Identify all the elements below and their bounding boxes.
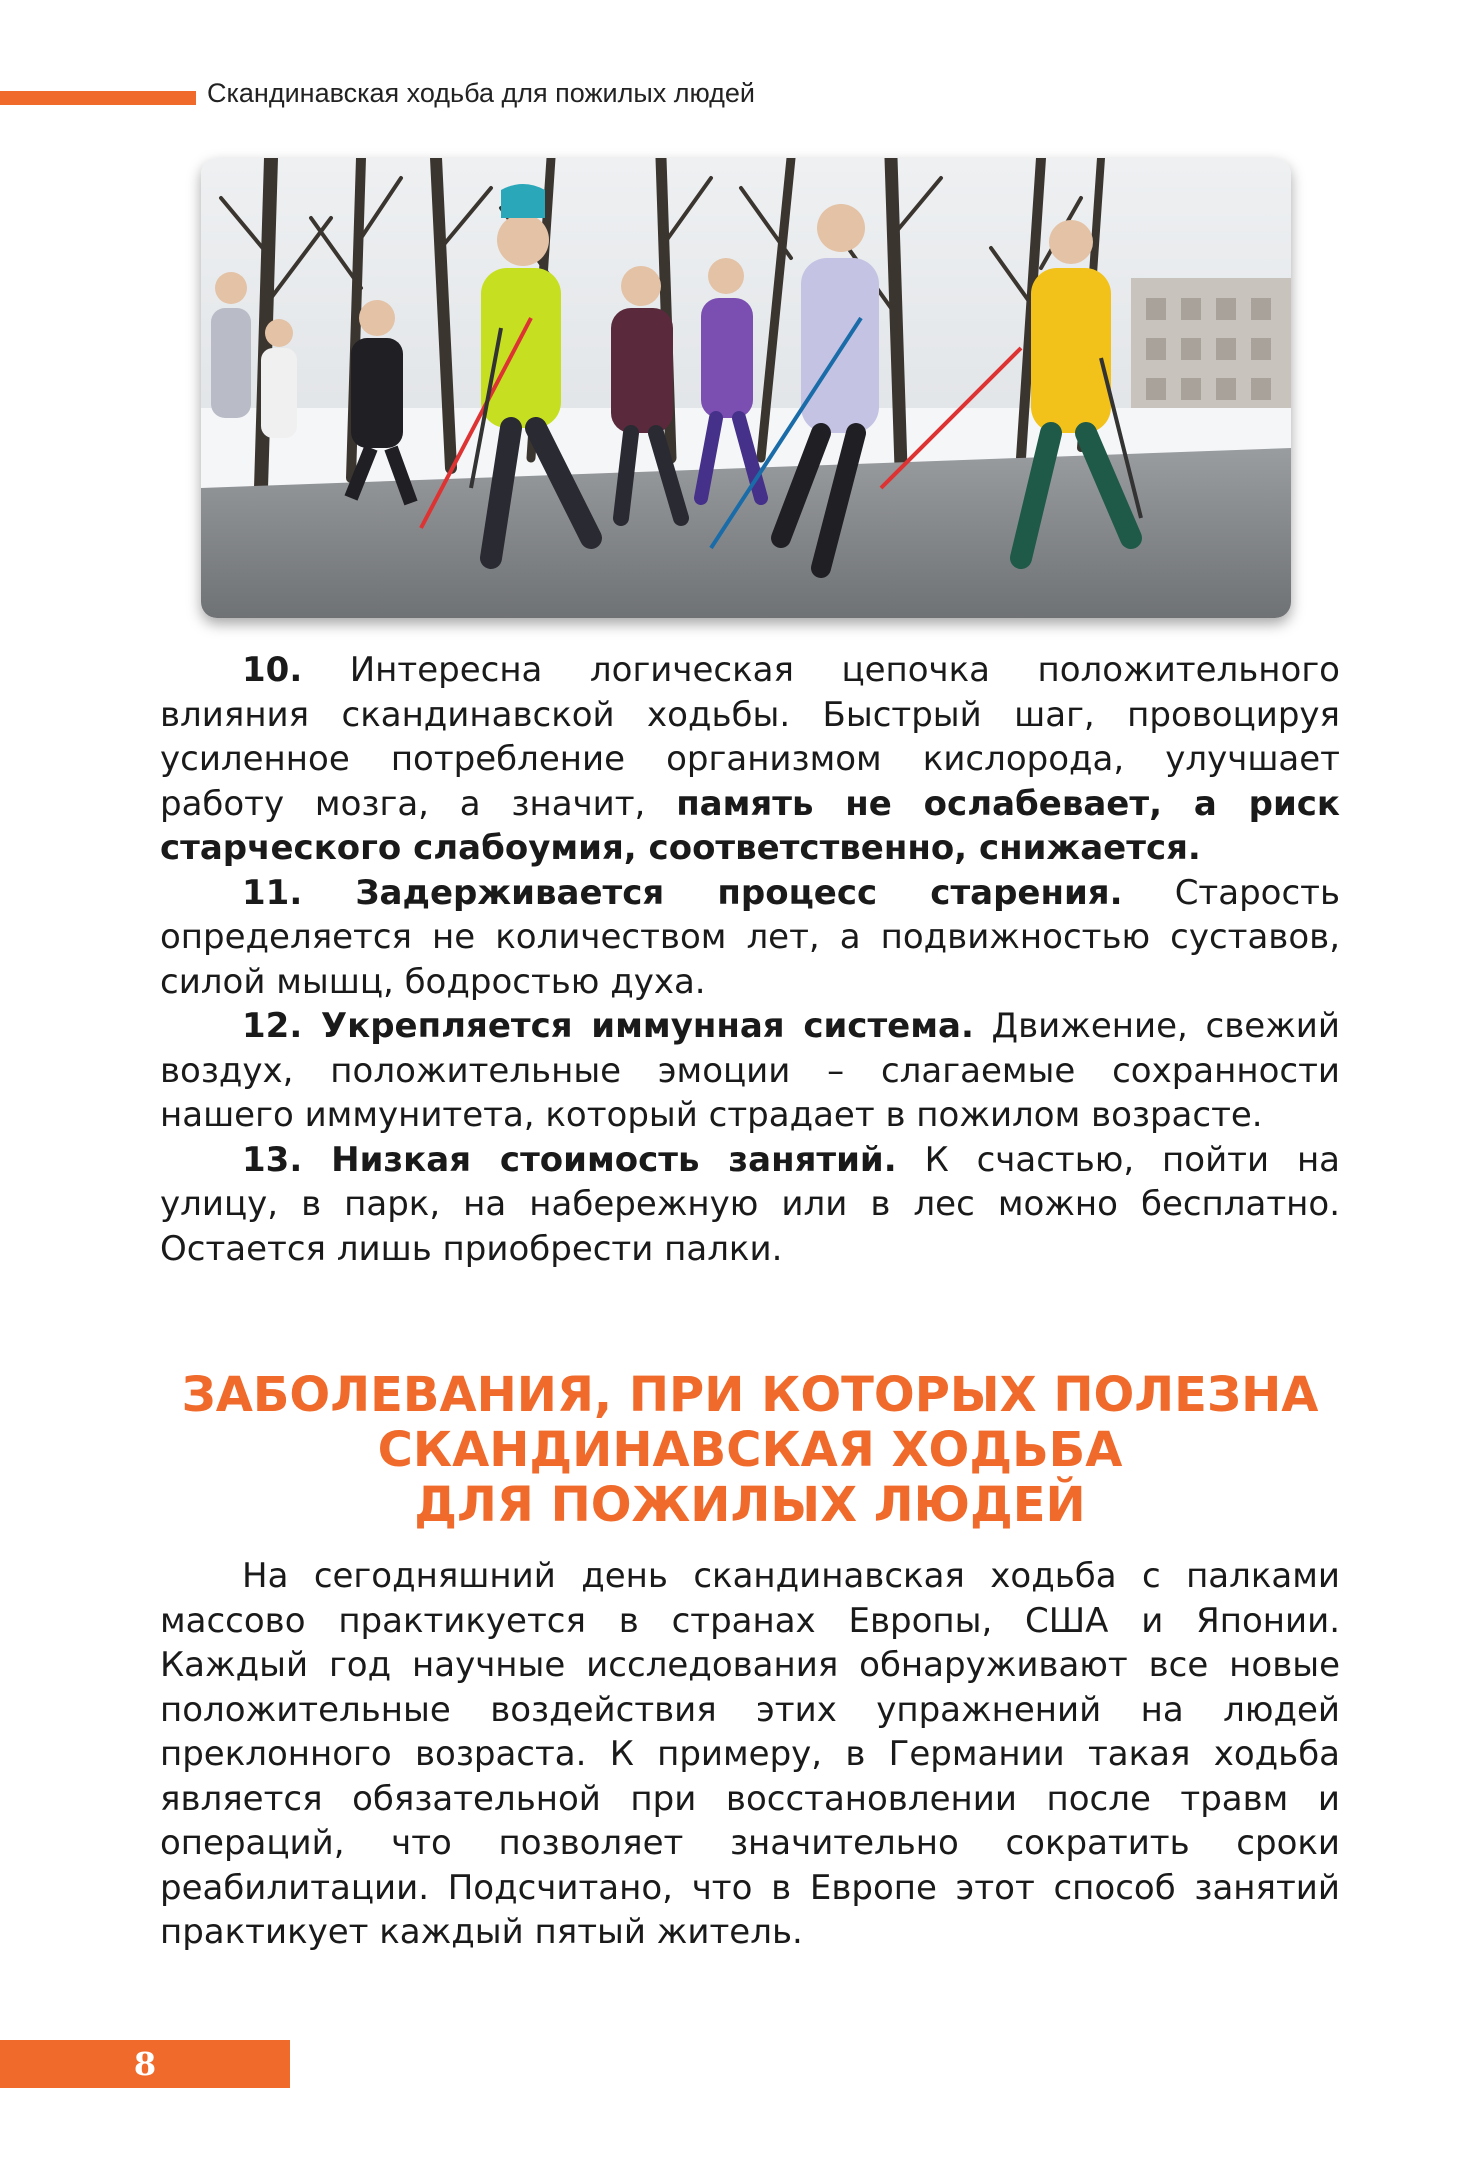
page-number: 8 (133, 2045, 157, 2083)
heading-line-3: ДЛЯ ПОЖИЛЫХ ЛЮДЕЙ (414, 1477, 1086, 1533)
item-bold-text: память не ослабевает, а риск старческого слабоумия, соответственно, снижается. (160, 783, 1341, 868)
item-number: 10. (242, 650, 303, 690)
section-heading (160, 1368, 1340, 1533)
numbered-list (160, 648, 1340, 1271)
list-item-10 (160, 648, 1340, 871)
photo-illustration (201, 158, 1291, 618)
heading-line-2: СКАНДИНАВСКАЯ ХОДЬБА (377, 1422, 1123, 1478)
photo-nordic-walking (201, 158, 1291, 618)
section-paragraph: На сегодняшний день скандинавская ходьба с палками массово практикуется в странах Европы, США и Японии. Каждый год научные исследования обнаруживают все новые положительные воздействия этих упражнений на людей преклонного возраста. К примеру, в Германии такая ходьба является обязательной при восстановлении после травм и операций, что позволяет значительно сократить сроки реабилитации. Подсчитано, что в Европе этот способ занятий практикует каждый пятый житель. (160, 1556, 1340, 1952)
item-title: 11. Задерживается процесс старения. (242, 872, 1123, 913)
section-body (160, 1554, 1340, 1955)
item-text: Старость определяется не количеством лет, а подвижностью суставов, силой мышц, бодростью духа. (160, 872, 1340, 1002)
list-item-12 (160, 1004, 1340, 1138)
item-text: К счастью, пойти на улицу, в парк, на набережную или в лес можно бесплатно. Остается лишь приобрести палки. (160, 1139, 1341, 1269)
item-text: Движение, свежий воздух, положительные эмоции – слагаемые сохранности нашего иммунитета, который страдает в пожилом возрасте. (160, 1006, 1340, 1135)
header-accent-bar (0, 91, 196, 105)
item-text: Интересна логическая цепочка положительного влияния скандинавской ходьбы. Быстрый шаг, провоцируя усиленное потребление организмом кислорода, улучшает работу мозга, а значит, (160, 650, 1340, 824)
list-item-13 (160, 1138, 1340, 1272)
item-title: 12. Укрепляется иммунная система. (242, 1006, 974, 1046)
item-title: 13. Низкая стоимость занятий. (242, 1139, 897, 1180)
running-header-title: Скандинавская ходьба для пожилых людей (207, 78, 756, 108)
heading-line-1: ЗАБОЛЕВАНИЯ, ПРИ КОТОРЫХ ПОЛЕЗНА (181, 1367, 1319, 1423)
list-item-11 (160, 871, 1340, 1005)
